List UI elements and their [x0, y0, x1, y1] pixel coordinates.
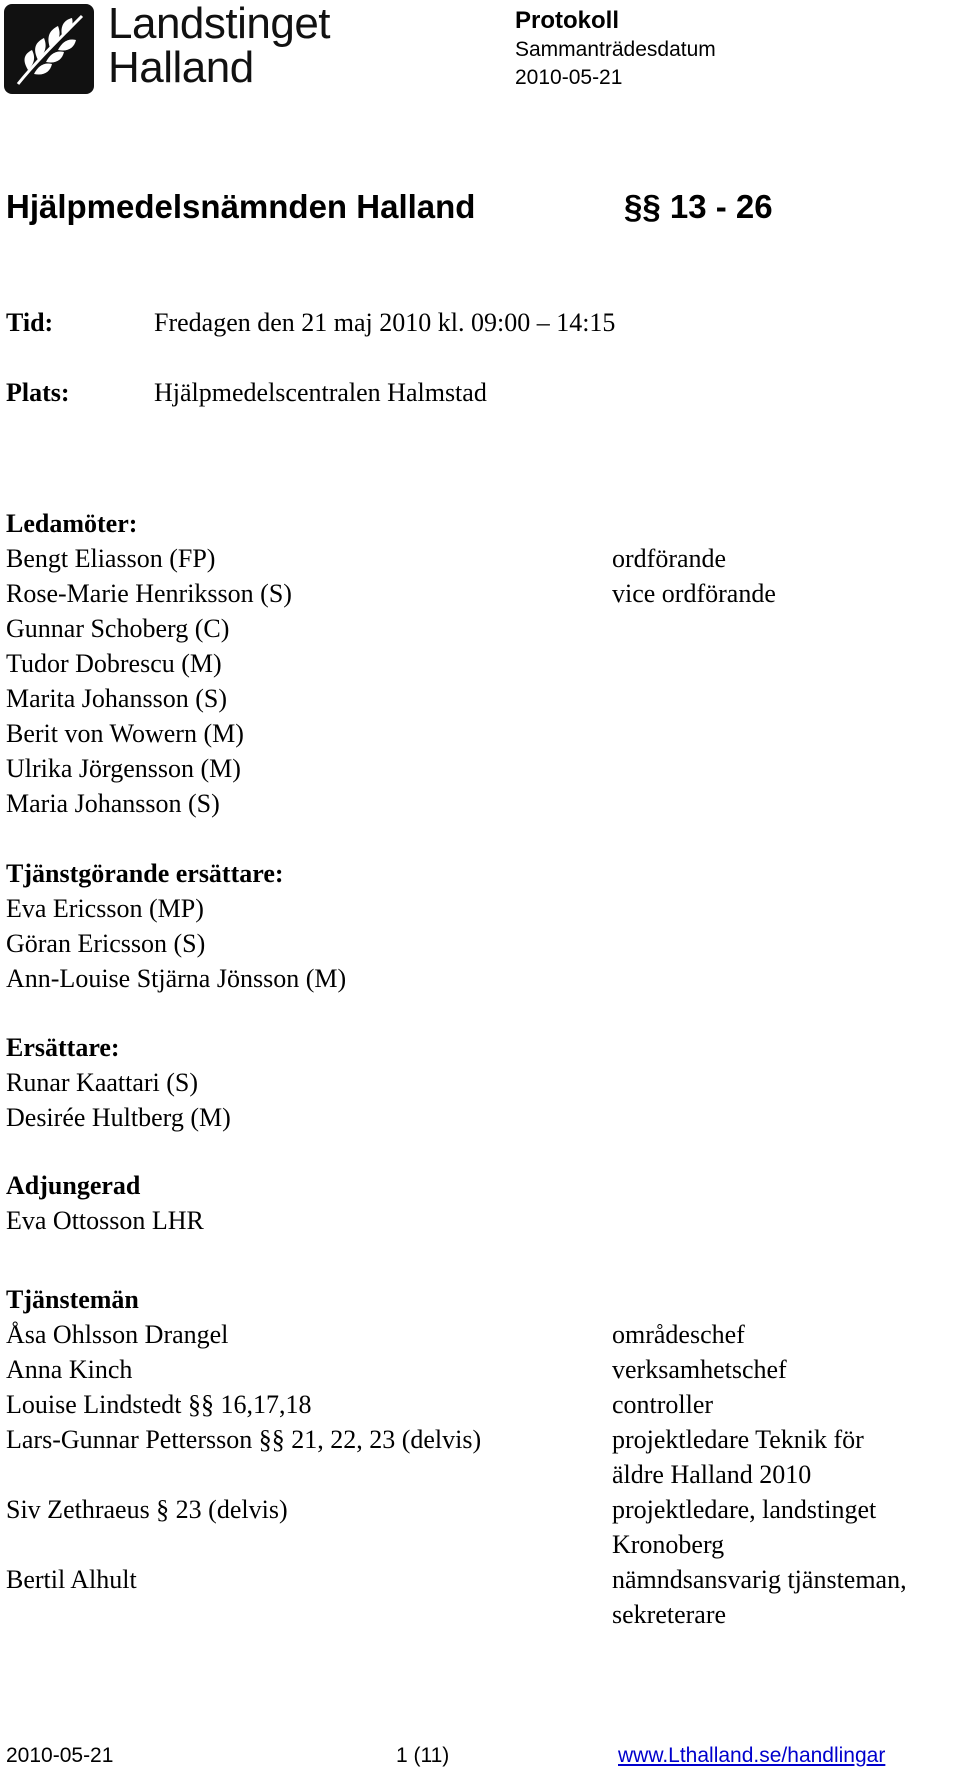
place-label: Plats: [6, 378, 70, 407]
serving-substitutes-list [6, 856, 346, 996]
officials-list [6, 1282, 481, 1597]
footer-link[interactable]: www.Lthalland.se/handlingar [618, 1744, 886, 1767]
footer-page-number: 1 (11) [396, 1744, 450, 1767]
member-name: Bengt Eliasson (FP) [6, 544, 216, 573]
official-role: projektledare, landstinget [612, 1495, 877, 1524]
official-role-cont: sekreterare [612, 1600, 727, 1629]
official-name: Anna Kinch [6, 1355, 133, 1384]
member-name: Gunnar Schoberg (C) [6, 614, 230, 643]
official-name: Louise Lindstedt §§ 16,17,18 [6, 1390, 312, 1419]
member-role: ordförande [612, 544, 727, 573]
official-role-cont: äldre Halland 2010 [612, 1460, 812, 1489]
official-roles [612, 1317, 907, 1632]
logo-wordmark [108, 2, 330, 90]
substitute-name: Desirée Hultberg (M) [6, 1103, 231, 1132]
member-name: Ulrika Jörgensson (M) [6, 754, 241, 783]
member-name: Berit von Wowern (M) [6, 719, 244, 748]
adjunct-heading: Adjungerad [6, 1171, 141, 1200]
meeting-date: 2010-05-21 [515, 66, 623, 89]
substitutes-list [6, 1030, 231, 1135]
logo-emblem-icon [4, 4, 94, 94]
adjunct-name: Eva Ottosson LHR [6, 1206, 204, 1235]
official-role: områdeschef [612, 1320, 745, 1349]
footer-link-wrapper [618, 1744, 885, 1768]
logo-line-1: Landstinget [108, 0, 331, 48]
members-heading: Ledamöter: [6, 509, 138, 538]
official-role: verksamhetschef [612, 1355, 787, 1384]
member-name: Tudor Dobrescu (M) [6, 649, 222, 678]
official-role: controller [612, 1390, 714, 1419]
landstinget-logo [4, 0, 334, 94]
member-roles [612, 541, 776, 611]
serving-substitute-name: Eva Ericsson (MP) [6, 894, 204, 923]
logo-line-2: Halland [108, 43, 254, 92]
official-name: Bertil Alhult [6, 1565, 137, 1594]
time-value: Fredagen den 21 maj 2010 kl. 09:00 – 14:15 [154, 308, 616, 337]
place-value: Hjälpmedelscentralen Halmstad [154, 378, 487, 407]
serving-substitute-name: Ann-Louise Stjärna Jönsson (M) [6, 964, 347, 993]
member-name: Marita Johansson (S) [6, 684, 227, 713]
member-name: Maria Johansson (S) [6, 789, 220, 818]
officials-heading: Tjänstemän [6, 1285, 139, 1314]
member-role: vice ordförande [612, 579, 776, 608]
doc-type: Protokoll [515, 7, 620, 34]
section-numbers: §§ 13 - 26 [624, 188, 773, 225]
page-title: Hjälpmedelsnämnden Halland [6, 188, 476, 225]
serving-substitutes-heading: Tjänstgörande ersättare: [6, 859, 284, 888]
serving-substitute-name: Göran Ericsson (S) [6, 929, 206, 958]
members-list [6, 506, 292, 821]
official-name: Åsa Ohlsson Drangel [6, 1320, 229, 1349]
protocol-header [515, 6, 716, 92]
adjunct-list [6, 1168, 204, 1238]
official-role-cont: Kronoberg [612, 1530, 725, 1559]
date-label: Sammanträdesdatum [515, 38, 716, 61]
member-name: Rose-Marie Henriksson (S) [6, 579, 292, 608]
official-role: nämndsansvarig tjänsteman, [612, 1565, 907, 1594]
substitute-name: Runar Kaattari (S) [6, 1068, 199, 1097]
official-role: projektledare Teknik för [612, 1425, 864, 1454]
official-name: Siv Zethraeus § 23 (delvis) [6, 1495, 288, 1524]
official-name: Lars-Gunnar Pettersson §§ 21, 22, 23 (delvis) [6, 1425, 482, 1454]
substitutes-heading: Ersättare: [6, 1033, 120, 1062]
footer-date: 2010-05-21 [6, 1744, 114, 1767]
time-label: Tid: [6, 308, 54, 337]
